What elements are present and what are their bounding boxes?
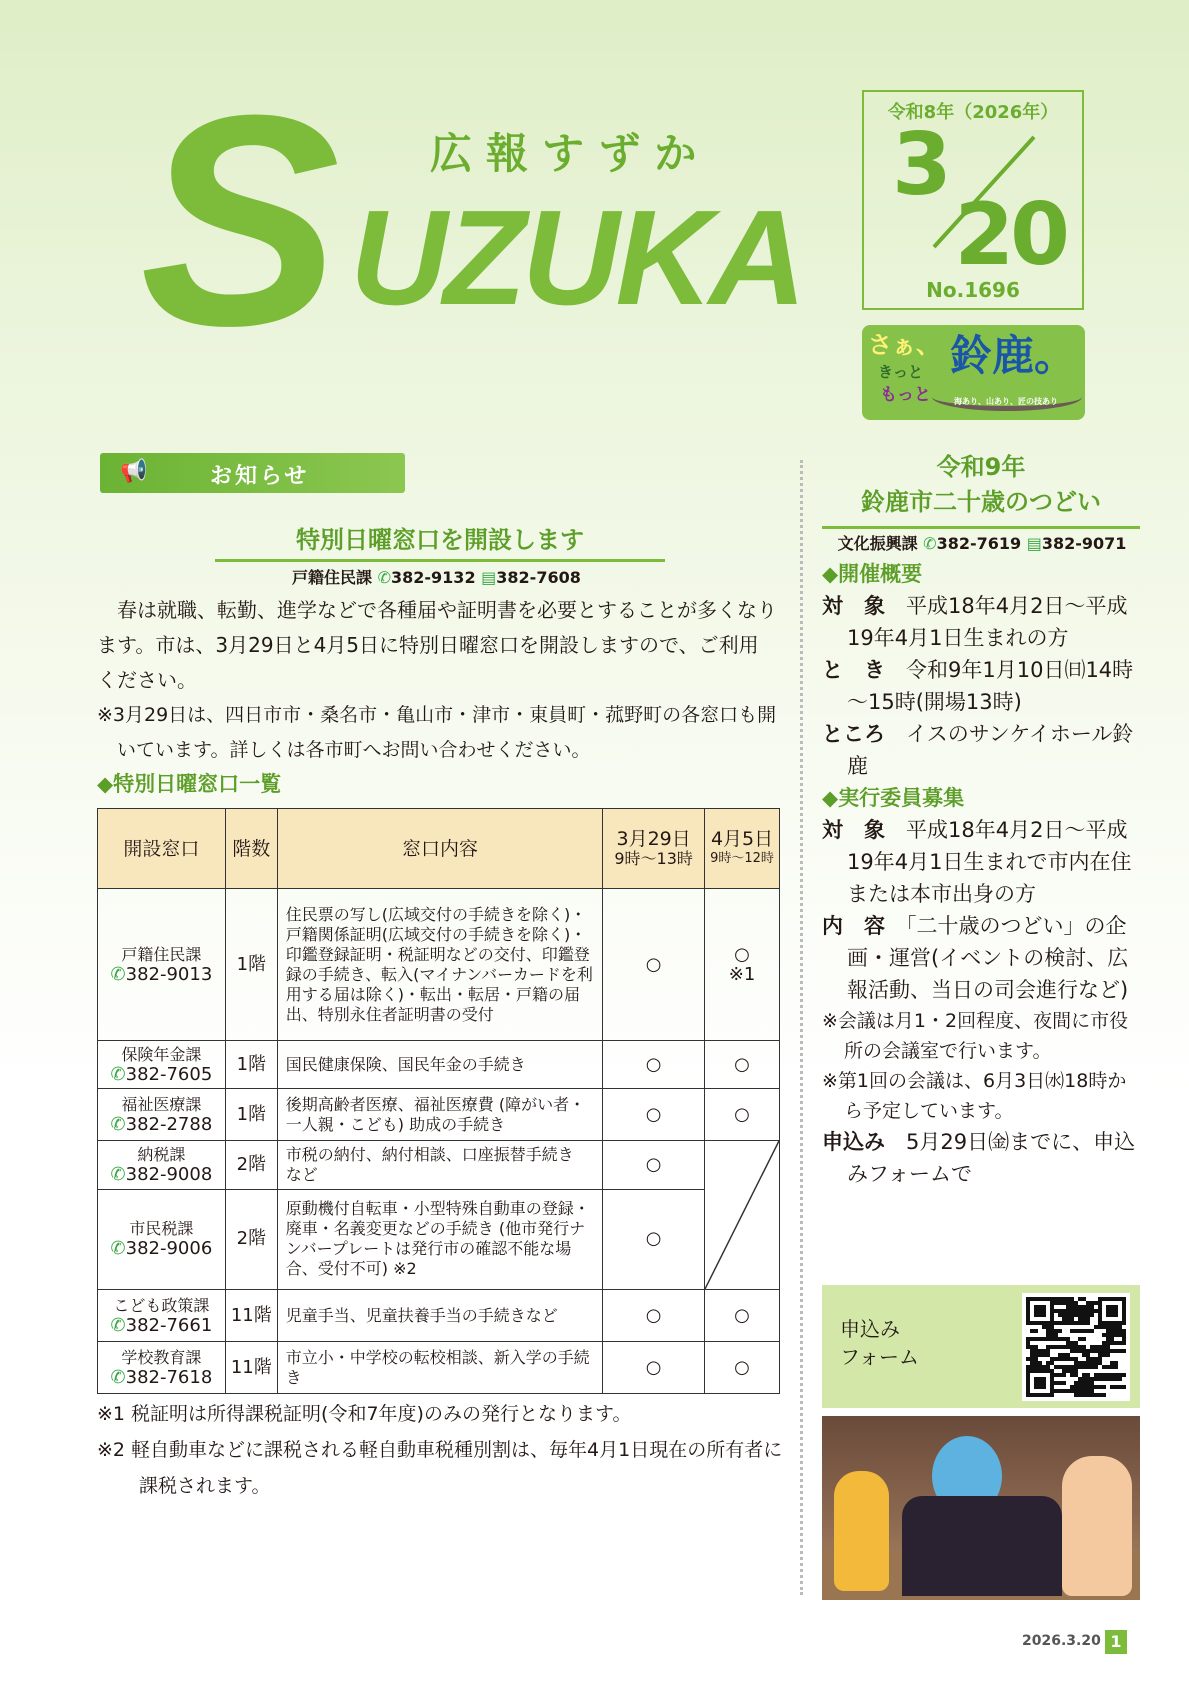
dept-tel: 382-7661	[125, 1314, 213, 1336]
time-label: 9時～13時	[614, 848, 693, 868]
date-label: 4月5日	[710, 827, 774, 850]
page-number: 1	[1105, 1630, 1127, 1654]
overview-when	[822, 654, 1142, 718]
footnote-2: ※2 軽自動車などに課税される軽自動車税種別割は、毎年4月1日現在の所有者に課税されます。	[97, 1439, 783, 1497]
cell-apr5	[705, 1089, 780, 1141]
cell-dept	[98, 1189, 226, 1289]
cell-content: 国民健康保険、国民年金の手続き	[277, 1041, 602, 1089]
table-title: ◆特別日曜窓口一覧	[97, 772, 282, 796]
time-label: 9時～12時	[710, 850, 774, 866]
contact-fax: 382-7608	[496, 568, 581, 587]
event-contact	[822, 530, 1142, 558]
phone-icon: ✆	[110, 1063, 126, 1085]
table-header-row	[98, 809, 780, 889]
dept-tel: 382-9008	[125, 1163, 213, 1185]
dept-name: 学校教育課	[121, 1347, 202, 1367]
event-photo	[822, 1416, 1140, 1600]
phone-icon: ✆	[110, 963, 126, 985]
dept-tel: 382-7618	[125, 1366, 213, 1388]
article-note: ※3月29日は、四日市市・桑名市・亀山市・津市・東員町・菰野町の各窓口も開いています。詳しくは各市町へお問い合わせください。	[97, 704, 777, 761]
dept-name: 市民税課	[129, 1219, 194, 1239]
phone-icon: ✆	[110, 1113, 126, 1135]
article-body	[97, 593, 777, 798]
table-row	[98, 1041, 780, 1089]
mark: ○	[734, 1103, 750, 1125]
cell-floor: 2階	[225, 1189, 277, 1289]
mark: ○	[734, 1356, 750, 1378]
phone-icon: ✆	[377, 568, 391, 587]
recruit-apply	[822, 1126, 1142, 1190]
mascot-right	[1062, 1456, 1132, 1596]
logo-suzuka: UZUKA	[350, 182, 803, 333]
footnotes	[97, 1396, 787, 1504]
label: 内 容	[822, 914, 885, 938]
dept-name: 戸籍住民課	[121, 944, 202, 964]
diagonal-slash	[705, 1141, 779, 1289]
overview-heading: ◆開催概要	[822, 562, 923, 586]
cell-dept	[98, 1041, 226, 1089]
value: イスのサンケイホール鈴鹿	[847, 722, 1134, 778]
qr-code[interactable]	[1022, 1293, 1130, 1401]
cell-floor: 2階	[225, 1141, 277, 1190]
application-form-box[interactable]	[822, 1285, 1140, 1408]
dept-tel: 382-9006	[125, 1238, 213, 1260]
recruit-heading: ◆実行委員募集	[822, 786, 965, 810]
overview-where	[822, 718, 1142, 782]
event-title-line1: 令和9年	[936, 453, 1026, 481]
slogan-tagline: 海あり、山あり、匠の技あり	[954, 397, 1058, 406]
date-label: 3月29日	[616, 827, 691, 850]
table-row	[98, 1089, 780, 1141]
cell-mar29: ○	[603, 1189, 705, 1289]
recruit-note-2: ※第1回の会議は、6月3日㈬18時から予定しています。	[822, 1070, 1127, 1122]
recruit-content	[822, 910, 1142, 1006]
issue-date-box	[862, 90, 1084, 310]
table-row	[98, 1342, 780, 1394]
cell-dept	[98, 1141, 226, 1190]
cell-mar29: ○	[603, 1290, 705, 1342]
event-details	[822, 530, 1142, 1190]
cell-content: 市税の納付、納付相談、口座振替手続き など	[277, 1141, 602, 1190]
dept-name: こども政策課	[113, 1295, 210, 1315]
column-divider	[800, 460, 803, 1595]
cell-dept	[98, 1089, 226, 1141]
sunday-window-table	[97, 808, 780, 1394]
cell-mar29: ○	[603, 1089, 705, 1141]
mark: ○	[734, 943, 750, 965]
mark: ○	[734, 1053, 750, 1075]
cell-floor: 1階	[225, 1041, 277, 1089]
event-title-rule	[822, 526, 1140, 529]
form-label-line1: 申込み	[840, 1317, 900, 1341]
value: 5月29日㈮までに、申込みフォームで	[847, 1130, 1136, 1186]
form-label	[840, 1315, 919, 1371]
dept-tel: 382-9013	[125, 963, 213, 985]
cell-apr5-closed	[705, 1141, 780, 1290]
article-paragraph: 春は就職、転勤、進学などで各種届や証明書を必要とすることが多くなります。市は、3月29日と4月5日に特別日曜窓口を開設しますので、ご利用ください。	[97, 598, 777, 692]
event-title-line2: 鈴鹿市二十歳のつどい	[861, 488, 1101, 516]
cell-mar29: ○	[603, 1342, 705, 1394]
cell-floor: 1階	[225, 1089, 277, 1141]
cell-apr5	[705, 1290, 780, 1342]
cell-apr5	[705, 889, 780, 1041]
cell-mar29: ○	[603, 1041, 705, 1089]
dept-tel: 382-7605	[125, 1063, 213, 1085]
contact-tel: 382-9132	[391, 568, 476, 587]
people-group	[902, 1496, 1062, 1596]
mark: ○	[734, 1304, 750, 1326]
table-row	[98, 1290, 780, 1342]
dept-tel: 382-2788	[125, 1113, 213, 1135]
dept-name: 保険年金課	[121, 1044, 202, 1064]
cell-content: 原動機付自転車・小型特殊自動車の登録・廃車・名義変更などの手続き (他市発行ナンバープレートは発行市の確認不能な場合、受付不可) ※2	[277, 1189, 602, 1289]
value: 平成18年4月2日～平成19年4月1日生まれで市内在住または本市出身の方	[847, 818, 1132, 906]
cell-dept	[98, 1290, 226, 1342]
phone-icon: ✆	[110, 1163, 126, 1185]
mascot-left	[834, 1471, 889, 1591]
note-ref: ※1	[728, 963, 756, 985]
col-header-window: 開設窓口	[98, 809, 226, 889]
slogan-line3: もっと	[880, 385, 931, 405]
label: 申込み	[822, 1130, 885, 1154]
cell-apr5	[705, 1342, 780, 1394]
contact-dept: 戸籍住民課	[292, 568, 373, 587]
fax-icon: ▤	[1026, 534, 1042, 553]
overview-target	[822, 590, 1142, 654]
table-row	[98, 1189, 780, 1289]
issue-number: No.1696	[926, 278, 1020, 302]
megaphone-icon: 📢	[120, 459, 148, 484]
contact-fax: 382-9071	[1041, 534, 1127, 553]
cell-dept	[98, 889, 226, 1041]
label: 対 象	[822, 594, 885, 618]
article-title: 特別日曜窓口を開設します	[215, 520, 665, 562]
table-row	[98, 1141, 780, 1190]
logo-s: S	[140, 52, 341, 388]
cell-content: 市立小・中学校の転校相談、新入学の手続き	[277, 1342, 602, 1394]
city-slogan-badge	[862, 325, 1085, 420]
label: ところ	[822, 722, 885, 746]
phone-icon: ✆	[110, 1314, 126, 1336]
fax-icon: ▤	[481, 568, 497, 587]
label: 対 象	[822, 818, 885, 842]
slogan-line2: きっと	[878, 363, 924, 381]
table-row	[98, 889, 780, 1041]
phone-icon: ✆	[110, 1366, 126, 1388]
contact-tel: 382-7619	[936, 534, 1022, 553]
section-label: お知らせ	[210, 464, 310, 489]
cell-floor: 1階	[225, 889, 277, 1041]
cell-apr5	[705, 1041, 780, 1089]
slogan-main: 鈴鹿。	[950, 331, 1077, 380]
phone-icon: ✆	[923, 534, 937, 553]
col-header-mar29	[603, 809, 705, 889]
phone-icon: ✆	[110, 1238, 126, 1260]
cell-dept	[98, 1342, 226, 1394]
label: と き	[822, 658, 885, 682]
value: 「二十歳のつどい」の企画・運営(イベントの検討、広報活動、当日の司会進行など)	[847, 914, 1129, 1002]
cell-content: 住民票の写し(広域交付の手続きを除く)・戸籍関係証明(広域交付の手続きを除く)・印鑑登録証明・税証明などの交付、印鑑登録の手続き、転入(マイナンバーカードを利用する届は除く)・転出・転居・戸籍の届出、特別永住者証明書の受付	[277, 889, 602, 1041]
cell-mar29: ○	[603, 889, 705, 1041]
event-title	[822, 450, 1140, 520]
article-contact	[292, 565, 581, 588]
dept-name: 福祉医療課	[121, 1094, 202, 1114]
footnote-1: ※1 税証明は所得課税証明(令和7年度)のみの発行となります。	[97, 1403, 632, 1425]
section-header-notice	[100, 453, 405, 493]
col-header-floor: 階数	[225, 809, 277, 889]
col-header-apr5	[705, 809, 780, 889]
cell-content: 後期高齢者医療、福祉医療費 (障がい者・一人親・こども) 助成の手続き	[277, 1089, 602, 1141]
recruit-target	[822, 814, 1142, 910]
form-label-line2: フォーム	[840, 1345, 919, 1369]
footer-date: 2026.3.20	[1022, 1633, 1101, 1649]
issue-day: 20	[954, 185, 1066, 285]
issue-month: 3	[892, 115, 952, 215]
cell-mar29: ○	[603, 1141, 705, 1190]
cell-floor: 11階	[225, 1290, 277, 1342]
cell-floor: 11階	[225, 1342, 277, 1394]
publication-title: 広報すずか	[430, 129, 711, 178]
contact-dept: 文化振興課	[837, 534, 918, 553]
value: 平成18年4月2日～平成19年4月1日生まれの方	[847, 594, 1128, 650]
recruit-note-1: ※会議は月1・2回程度、夜間に市役所の会議室で行います。	[822, 1010, 1129, 1062]
era: 令和8年（2026年）	[887, 102, 1059, 123]
cell-content: 児童手当、児童扶養手当の手続きなど	[277, 1290, 602, 1342]
col-header-content: 窓口内容	[277, 809, 602, 889]
dept-name: 納税課	[137, 1144, 186, 1164]
value: 令和9年1月10日㈰14時～15時(開場13時)	[847, 658, 1134, 714]
slogan-line1: さぁ、	[868, 331, 940, 359]
